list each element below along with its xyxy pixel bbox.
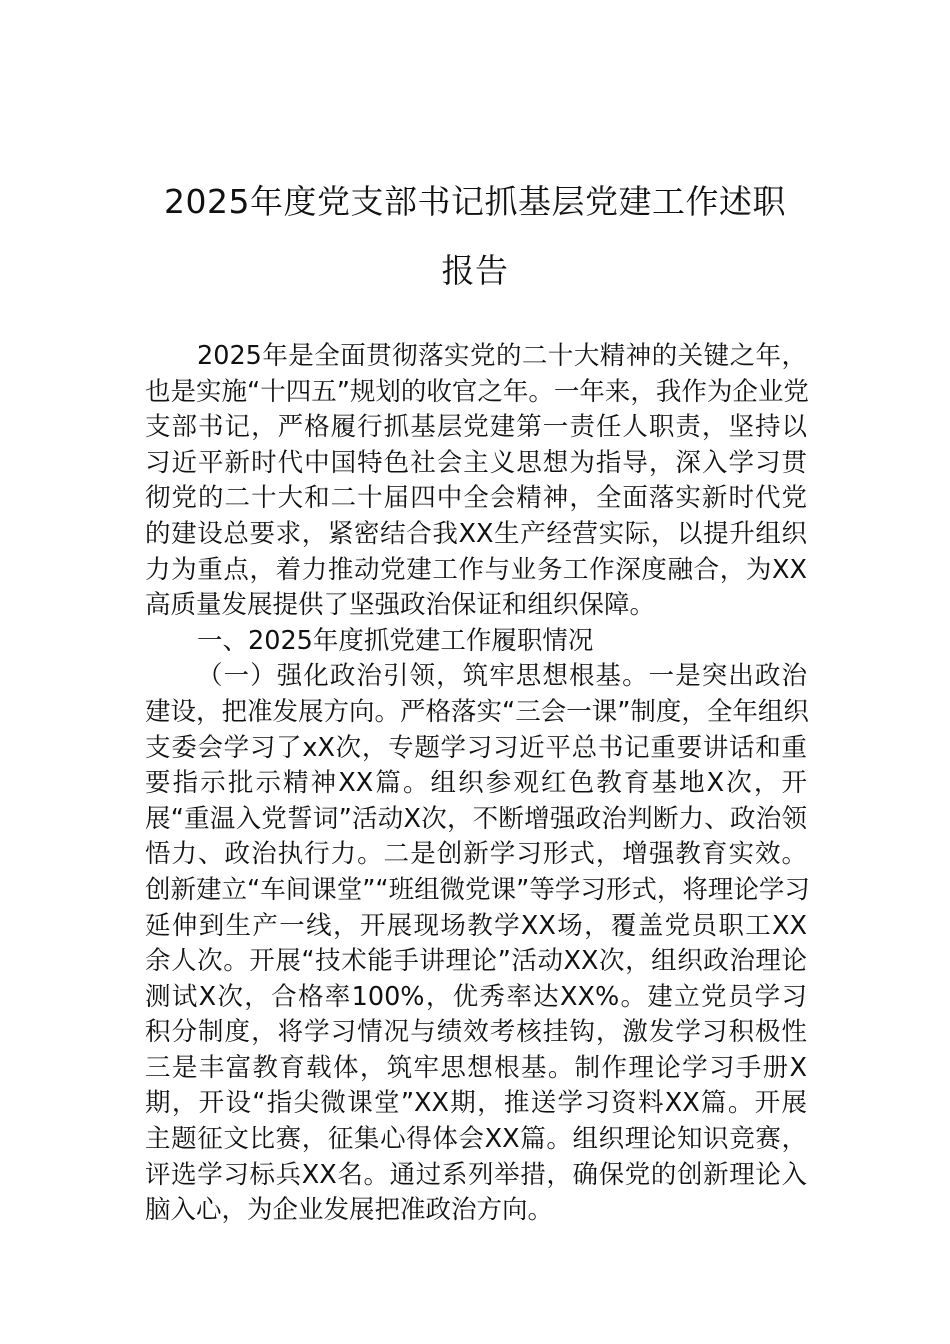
paragraph-line: 习近平新时代中国特色社会主义思想为指导，深入学习贯 bbox=[145, 447, 807, 478]
document-body bbox=[145, 339, 810, 1229]
paragraph-line: （一）强化政治引领，筑牢思想根基。一是突出政治 bbox=[197, 661, 807, 692]
intro-paragraph bbox=[145, 339, 807, 624]
document-title-line-2: 报告 bbox=[441, 251, 509, 290]
paragraph-line: 力为重点，着力推动党建工作与业务工作深度融合，为XX bbox=[145, 554, 807, 585]
paragraph-line: 创新建立“车间课堂”“班组微党课”等学习形式，将理论学习 bbox=[145, 874, 810, 905]
paragraph-line: 期，开设“指尖微课堂”XX期，推送学习资料XX篇。开展 bbox=[145, 1088, 807, 1119]
paragraph-line: 彻党的二十大和二十届四中全会精神，全面落实新时代党 bbox=[145, 483, 807, 514]
paragraph-line: 评选学习标兵XX名。通过系列举措，确保党的创新理论入 bbox=[145, 1159, 807, 1190]
document-title-line-1: 2025年度党支部书记抓基层党建工作述职 bbox=[164, 182, 786, 221]
paragraph-line: 的建设总要求，紧密结合我XX生产经营实际，以提升组织 bbox=[145, 518, 807, 549]
paragraph-line: 测试X次，合格率100%，优秀率达XX%。建立党员学习 bbox=[145, 981, 807, 1012]
paragraph-line: 脑入心，为企业发展把准政治方向。 bbox=[145, 1195, 554, 1226]
paragraph-line: 2025年是全面贯彻落实党的二十大精神的关键之年， bbox=[197, 341, 807, 371]
paragraph-line: 支委会学习了xX次，专题学习习近平总书记重要讲话和重 bbox=[145, 732, 807, 763]
paragraph-line: 建设，把准发展方向。严格落实“三会一课”制度，全年组织 bbox=[145, 696, 809, 727]
paragraph-line: 悟力、政治执行力。二是创新学习形式，增强教育实效。 bbox=[145, 839, 807, 870]
paragraph-line: 也是实施“十四五”规划的收官之年。一年来，我作为企业党 bbox=[145, 376, 809, 407]
paragraph-line: 余人次。开展“技术能手讲理论”活动XX次，组织政治理论 bbox=[145, 946, 807, 977]
paragraph-line: 三是丰富教育载体，筑牢思想根基。制作理论学习手册X bbox=[145, 1052, 807, 1083]
paragraph-line: 高质量发展提供了坚强政治保证和组织保障。 bbox=[145, 590, 656, 621]
paragraph-line: 支部书记，严格履行抓基层党建第一责任人职责，坚持以 bbox=[145, 412, 807, 443]
section-heading: 一、2025年度抓党建工作履职情况 bbox=[197, 625, 594, 656]
section-paragraph bbox=[145, 659, 810, 1229]
paragraph-line: 展“重温入党誓词”活动X次，不断增强政治判断力、政治领 bbox=[145, 803, 807, 834]
paragraph-line: 主题征文比赛，征集心得体会XX篇。组织理论知识竞赛， bbox=[145, 1124, 807, 1155]
paragraph-line: 积分制度，将学习情况与绩效考核挂钩，激发学习积极性 bbox=[145, 1017, 807, 1048]
paragraph-line: 要指示批示精神XX篇。组织参观红色教育基地X次，开 bbox=[145, 768, 807, 799]
paragraph-line: 延伸到生产一线，开展现场教学XX场，覆盖党员职工XX bbox=[145, 910, 807, 941]
